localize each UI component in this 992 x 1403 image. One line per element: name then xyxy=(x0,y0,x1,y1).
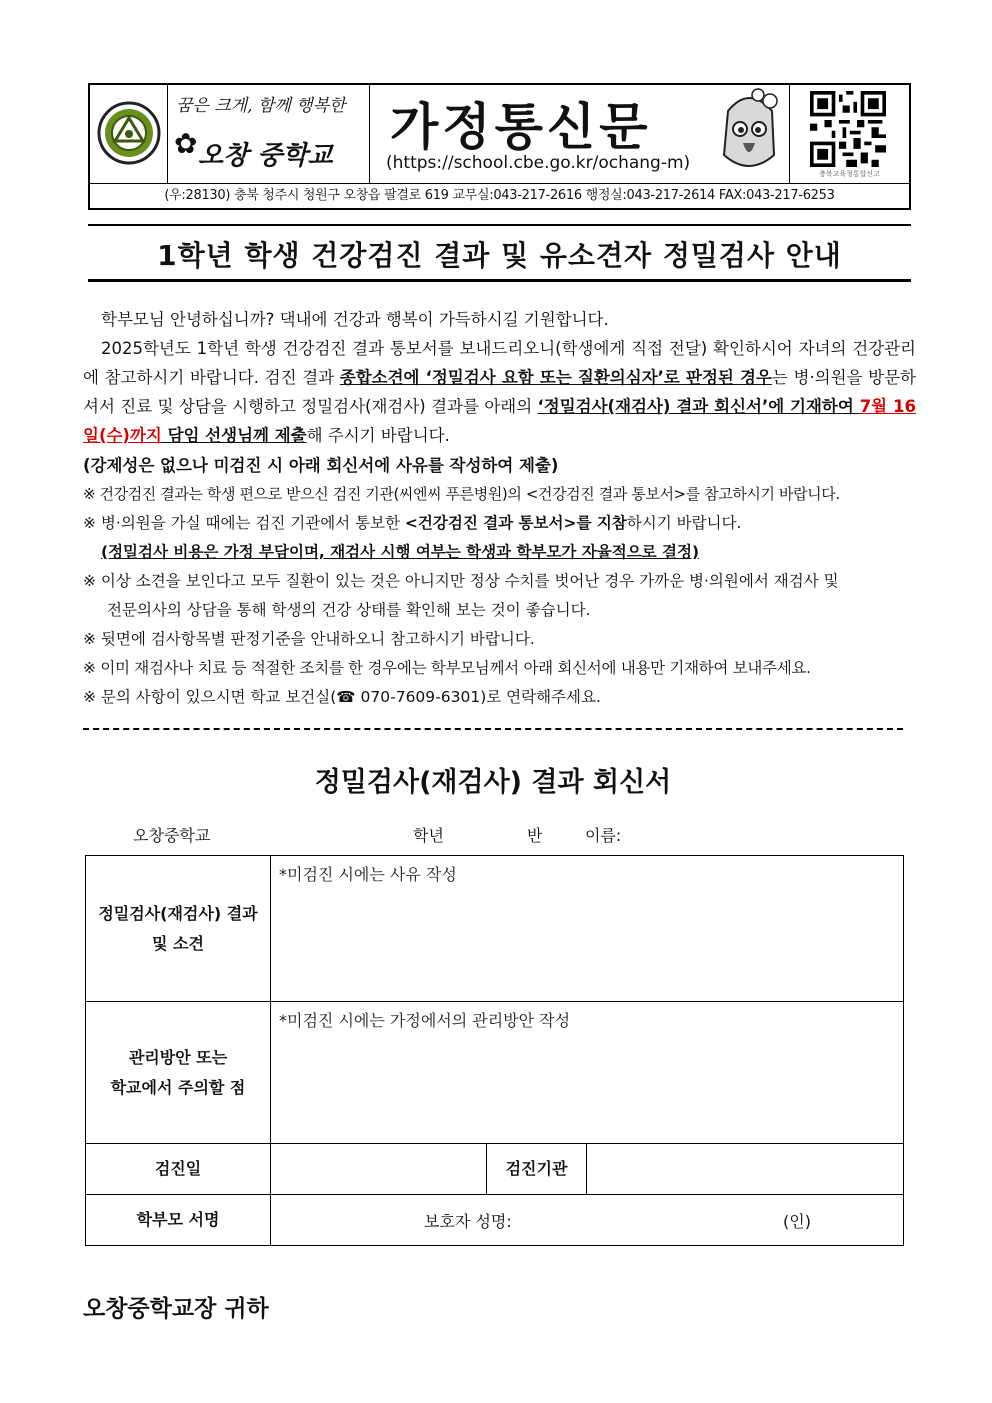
management-input[interactable] xyxy=(271,1002,904,1144)
result-label xyxy=(86,856,271,1002)
logo-cell xyxy=(90,85,168,183)
note-abnormal-a: ※ 이상 소견을 보인다고 모두 질환이 있는 것은 아니지만 정상 수치를 벗어난 경우 가까운 병·의원에서 재검사 및 xyxy=(83,572,839,590)
slogan-cell xyxy=(168,85,370,183)
school-address: (우:28130) 충북 청주시 청원구 오창읍 팔결로 619 교무실:043-217-2616 행정실:043-217-2614 FAX:043-217-6253 xyxy=(164,188,835,203)
management-label xyxy=(86,1002,271,1144)
parent-signature-label: 학부모 서명 xyxy=(86,1195,271,1246)
intro-text-c: 는 병·의원을 방문하셔서 진료 및 상담을 시행하고 정밀검사(재검사) 결과를 아래의 xyxy=(83,368,916,416)
note-criteria: ※ 뒷면에 검사항목별 판정기준을 안내하오니 참고하시기 바랍니다. xyxy=(83,630,535,648)
form-row-management xyxy=(86,1002,904,1144)
slogan-text: 꿈은 크게, 함께 행복한 xyxy=(176,96,346,116)
intro-text-a: 2025학년도 1학년 학생 건강검진 결과 통보서를 보내드리오니(학생에게 직접 전달) 확인하시어 자녀의 건강관리에 참고하시기 바랍니다. 검진 결과 xyxy=(83,339,916,387)
seal-mark: (인) xyxy=(783,1212,811,1231)
note-bring-text-a: ※ 병·의원을 가실 때에는 검진 기관에서 통보한 xyxy=(83,514,405,532)
result-label-line2: 및 소견 xyxy=(152,933,204,953)
intro-emphasis-judgement: 종합소견에 ‘정밀검사 요함 또는 질환의심자’로 판정된 경우 xyxy=(339,368,772,387)
cut-line xyxy=(83,728,903,730)
form-row-date xyxy=(86,1144,904,1195)
school-emblem-icon xyxy=(90,85,168,181)
intro-emphasis-submit: 담임 선생님께 제출 xyxy=(161,426,307,445)
exam-date-label: 검진일 xyxy=(86,1144,271,1195)
management-label-line2: 학교에서 주의할 점 xyxy=(110,1077,246,1097)
reply-school: 오창중학교 xyxy=(133,826,211,845)
newsletter-title: 가정통신문 xyxy=(390,97,652,156)
grade-label: 학년 xyxy=(413,826,444,845)
intro-paragraph xyxy=(83,334,916,450)
optional-notice: (강제성은 없으나 미검진 시 아래 회신서에 사유를 작성하여 제출) xyxy=(83,456,559,475)
note-abnormal-b: 전문의사의 상담을 통해 학생의 건강 상태를 확인해 보는 것이 좋습니다. xyxy=(107,601,591,619)
note-already-treated: ※ 이미 재검사나 치료 등 적절한 조치를 한 경우에는 학부모님께서 아래 회신서에 내용만 기재하여 보내주세요. xyxy=(83,659,811,677)
class-label: 반 xyxy=(527,826,543,845)
form-row-signature xyxy=(86,1195,904,1246)
intro-text-g: 해 주시기 바랍니다. xyxy=(306,426,450,445)
title-bottom-rule xyxy=(88,279,911,282)
header-top-row xyxy=(90,85,909,184)
note-bring-emphasis: <건강검진 결과 통보서>를 지참 xyxy=(404,514,627,532)
intro-emphasis-reply: ‘정밀검사(재검사) 결과 회신서’에 기재하여 xyxy=(537,397,860,416)
mascot-cell xyxy=(710,85,790,183)
greeting: 학부모님 안녕하십니까? 댁내에 건강과 행복이 가득하시길 기원합니다. xyxy=(101,310,609,329)
qr-caption: 충북교육청통합신고 xyxy=(819,170,880,178)
note-contact: ※ 문의 사항이 있으시면 학교 보건실(☎ 070-7609-6301)로 연락해주세요. xyxy=(83,688,601,706)
deadline-date: 7월 16일(수)까지 xyxy=(83,397,916,445)
result-label-line1: 정밀검사(재검사) 결과 xyxy=(98,903,258,923)
management-hint: *미검진 시에는 가정에서의 관리방안 작성 xyxy=(279,1011,571,1030)
form-row-result xyxy=(86,856,904,1002)
parent-signature-input[interactable] xyxy=(271,1195,904,1246)
management-label-line1: 관리방안 또는 xyxy=(128,1047,228,1067)
guardian-name-label: 보호자 성명: xyxy=(424,1212,512,1231)
newsletter-header xyxy=(88,83,911,210)
mascot-icon xyxy=(710,85,788,181)
page-title: 1학년 학생 건강검진 결과 및 유소견자 정밀검사 안내 xyxy=(157,239,842,272)
flower-icon: ✿ xyxy=(174,127,198,160)
note-bring-report xyxy=(83,509,923,538)
qr-cell xyxy=(790,85,909,183)
name-label: 이름: xyxy=(585,826,622,845)
note-bring-text-c: 하시기 바랍니다. xyxy=(626,514,742,532)
school-calligraphy: 오창 중학교 xyxy=(198,141,333,171)
addressee: 오창중학교장 귀하 xyxy=(83,1296,269,1322)
exam-date-input[interactable] xyxy=(271,1144,487,1195)
reply-form-table xyxy=(85,855,904,1246)
title-top-rule xyxy=(88,224,911,226)
note-result-reference: ※ 건강검진 결과는 학생 편으로 받으신 검진 기관(씨엔씨 푸른병원)의 <건강검진 결과 통보서>를 참고하시기 바랍니다. xyxy=(83,485,840,503)
result-hint: *미검진 시에는 사유 작성 xyxy=(279,865,457,884)
note-cost: (정밀검사 비용은 가정 부담이며, 재검사 시행 여부는 학생과 학부모가 자율적으로 결정) xyxy=(101,543,700,561)
school-url: (https://school.cbe.go.kr/ochang-m) xyxy=(386,153,691,173)
reply-form-title: 정밀검사(재검사) 결과 회신서 xyxy=(314,767,672,798)
exam-org-input[interactable] xyxy=(587,1144,904,1195)
result-input[interactable] xyxy=(271,856,904,1002)
exam-org-label: 검진기관 xyxy=(487,1144,587,1195)
qr-code-icon xyxy=(810,91,886,167)
